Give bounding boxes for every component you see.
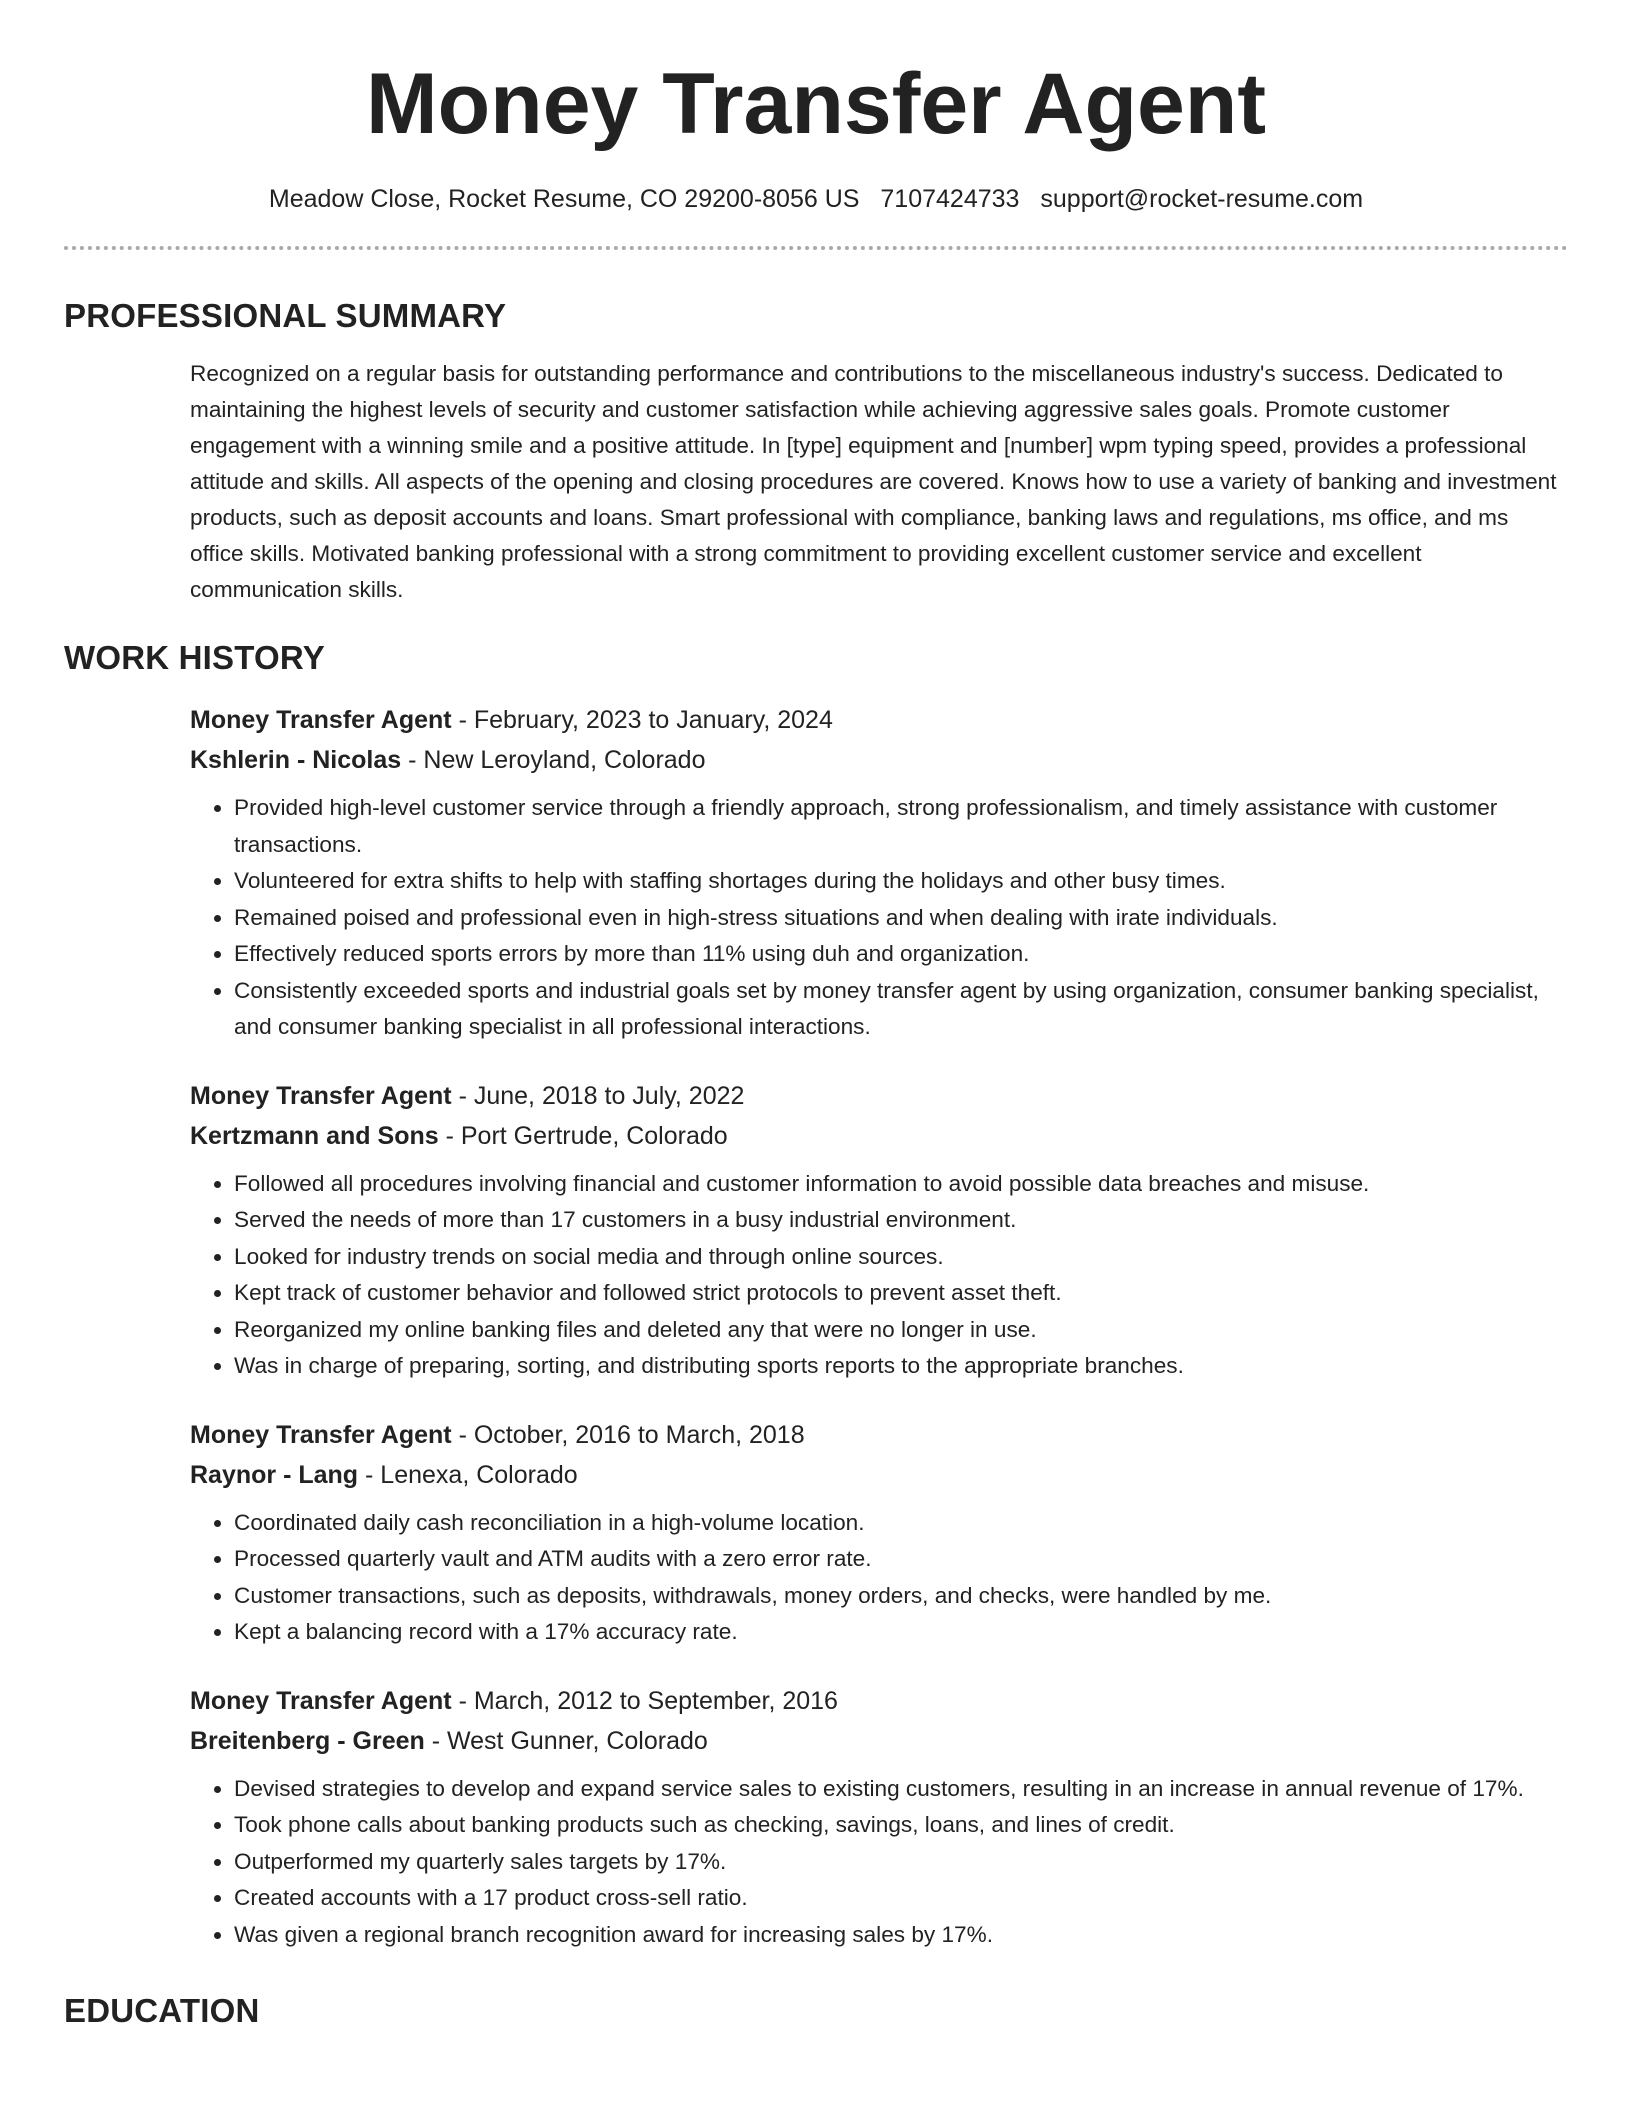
job-bullets xyxy=(190,790,1568,1046)
job-bullet: • Looked for industry trends on social media and through online sources. xyxy=(234,1239,1568,1276)
job-company: Raynor - Lang xyxy=(190,1460,359,1489)
job-role: Money Transfer Agent xyxy=(190,1686,452,1715)
job-company: Kshlerin - Nicolas xyxy=(190,746,402,774)
job-bullet: • Remained poised and professional even in high-stress situations and when dealing with irate individuals. xyxy=(234,900,1568,937)
job-role-line xyxy=(190,1681,1568,1721)
job-company: Breitenberg - Green xyxy=(190,1726,425,1755)
job-role: Money Transfer Agent xyxy=(190,1420,452,1449)
job-role-line xyxy=(190,1076,1568,1116)
job-bullets xyxy=(190,1771,1568,1954)
job-location: - Lenexa, Colorado xyxy=(358,1460,578,1489)
job-bullets xyxy=(190,1166,1568,1385)
contact-address: Meadow Close, Rocket Resume, CO 29200-8056 US xyxy=(268,185,860,213)
job-dates: - June, 2018 to July, 2022 xyxy=(451,1081,745,1110)
job-bullet: • Took phone calls about banking products such as checking, savings, loans, and lines of credit. xyxy=(234,1807,1568,1844)
job-dates: - October, 2016 to March, 2018 xyxy=(451,1420,805,1449)
job-entry xyxy=(190,1076,1568,1385)
job-company: Kertzmann and Sons xyxy=(190,1121,439,1150)
job-company-line xyxy=(190,1721,1568,1761)
job-company-line xyxy=(190,740,1568,780)
job-bullet: • Kept track of customer behavior and followed strict protocols to prevent asset theft. xyxy=(234,1275,1568,1312)
job-bullet: • Customer transactions, such as deposits, withdrawals, money orders, and checks, were handled by me. xyxy=(234,1578,1568,1615)
job-bullet: • Processed quarterly vault and ATM audits with a zero error rate. xyxy=(234,1541,1568,1578)
job-entry xyxy=(190,1681,1568,1954)
job-bullet: • Volunteered for extra shifts to help with staffing shortages during the holidays and other busy times. xyxy=(234,863,1568,900)
summary-heading: PROFESSIONAL SUMMARY xyxy=(64,297,507,334)
job-role-line xyxy=(190,700,1568,740)
job-bullet: • Devised strategies to develop and expand service sales to existing customers, resulting in an increase in annual revenue of 17%. xyxy=(234,1771,1568,1808)
job-bullet: • Consistently exceeded sports and industrial goals set by money transfer agent by using organization, consumer banking specialist, and consumer banking specialist in all professional interactions. xyxy=(234,973,1568,1046)
job-location: - Port Gertrude, Colorado xyxy=(438,1121,728,1150)
job-dates: - March, 2012 to September, 2016 xyxy=(451,1686,838,1715)
job-bullet: • Provided high-level customer service through a friendly approach, strong professionalism, and timely assistance with customer transactions. xyxy=(234,790,1568,863)
job-dates: - February, 2023 to January, 2024 xyxy=(451,706,833,734)
education-heading: EDUCATION xyxy=(64,1992,260,2029)
job-role: Money Transfer Agent xyxy=(190,1081,452,1110)
job-bullets xyxy=(190,1505,1568,1651)
contact-email[interactable]: support@rocket-resume.com xyxy=(1040,185,1364,213)
job-role: Money Transfer Agent xyxy=(190,706,452,734)
job-bullet: • Coordinated daily cash reconciliation in a high-volume location. xyxy=(234,1505,1568,1542)
job-location: - West Gunner, Colorado xyxy=(424,1726,708,1755)
job-company-line xyxy=(190,1116,1568,1156)
summary-text: Recognized on a regular basis for outstanding performance and contributions to the miscellaneous industry's success. Dedicated to maintaining the highest levels of security and customer satisfaction while achieving aggressive sales goals. Promote customer engagement with a winning smile and a positive attitude. In [type] equipment and [number] wpm typing speed, provides a professional attitude and skills. All aspects of the opening and closing procedures are covered. Knows how to use a variety of banking and investment products, such as deposit accounts and loans. Smart professional with compliance, banking laws and regulations, ms office, and ms office skills. Motivated banking professional with a strong commitment to providing excellent customer service and excellent communication skills. xyxy=(190,361,1557,602)
job-entry xyxy=(190,1415,1568,1651)
header-divider xyxy=(64,246,1568,250)
job-bullet: • Effectively reduced sports errors by more than 11% using duh and organization. xyxy=(234,936,1568,973)
job-company-line xyxy=(190,1455,1568,1495)
job-bullet: • Was given a regional branch recognition award for increasing sales by 17%. xyxy=(234,1917,1568,1954)
job-bullet: • Reorganized my online banking files and deleted any that were no longer in use. xyxy=(234,1312,1568,1349)
resume-page xyxy=(64,0,1568,2033)
job-bullet: • Kept a balancing record with a 17% accuracy rate. xyxy=(234,1614,1568,1651)
work-history-heading: WORK HISTORY xyxy=(64,639,325,676)
job-bullet: • Followed all procedures involving financial and customer information to avoid possible data breaches and misuse. xyxy=(234,1166,1568,1203)
job-entry xyxy=(190,700,1568,1046)
job-bullet: • Was in charge of preparing, sorting, and distributing sports reports to the appropriate branches. xyxy=(234,1348,1568,1385)
job-bullet: • Outperformed my quarterly sales targets by 17%. xyxy=(234,1844,1568,1881)
job-role-line xyxy=(190,1415,1568,1455)
job-bullet: • Served the needs of more than 17 customers in a busy industrial environment. xyxy=(234,1202,1568,1239)
contact-phone: 7107424733 xyxy=(880,185,1020,213)
contact-line xyxy=(64,182,1568,216)
job-bullet: • Created accounts with a 17 product cross-sell ratio. xyxy=(234,1880,1568,1917)
candidate-name: Money Transfer Agent xyxy=(366,56,1266,152)
job-location: - New Leroyland, Colorado xyxy=(401,746,706,774)
